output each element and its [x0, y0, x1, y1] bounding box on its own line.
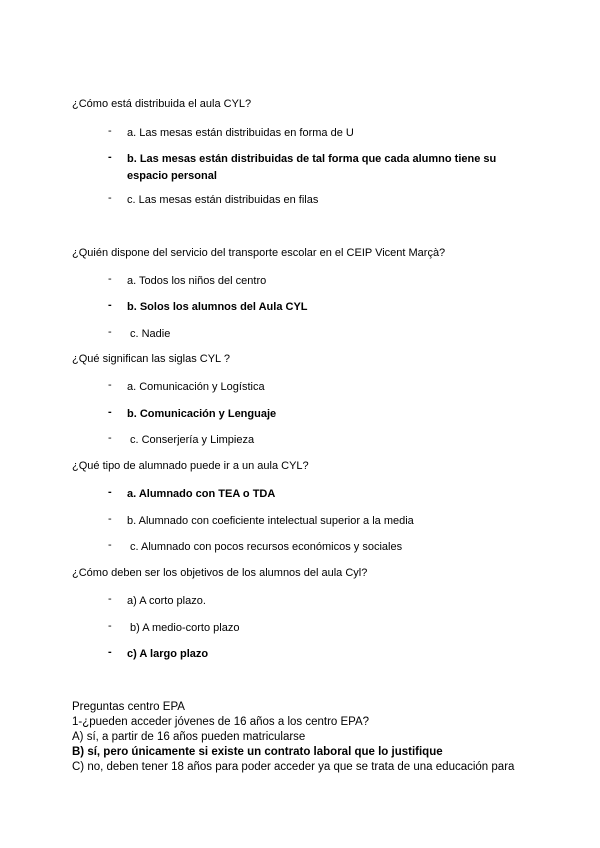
list-dash: - — [108, 646, 112, 658]
epa-answer-b: B) sí, pero únicamente si existe un contrato laboral que lo justifique — [72, 746, 443, 758]
option-text: c. Las mesas están distribuidas en filas — [127, 194, 319, 206]
list-dash: - — [108, 486, 112, 498]
option-text: b. Solos los alumnos del Aula CYL — [127, 301, 308, 313]
list-dash: - — [108, 125, 112, 137]
option-text: b. Comunicación y Lenguaje — [127, 408, 277, 420]
list-dash: - — [108, 513, 112, 525]
list-dash: - — [108, 151, 112, 163]
list-dash: - — [108, 432, 112, 444]
list-dash: - — [108, 273, 112, 285]
option-text: a. Las mesas están distribuidas en forma de U — [127, 127, 354, 139]
list-dash: - — [108, 406, 112, 418]
list-dash: - — [108, 539, 112, 551]
list-dash: - — [108, 326, 112, 338]
question-1: ¿Cómo está distribuida el aula CYL? — [72, 98, 252, 110]
question-2: ¿Quién dispone del servicio del transporte escolar en el CEIP Vicent Marçà? — [72, 247, 446, 259]
epa-question: 1-¿pueden acceder jóvenes de 16 años a los centro EPA? — [72, 716, 370, 728]
option-text: a) A corto plazo. — [127, 595, 206, 607]
option-text: b. Alumnado con coeficiente intelectual superior a la media — [127, 515, 414, 527]
option-text: c. Alumnado con pocos recursos económicos y sociales — [130, 541, 403, 553]
option-text: a. Alumnado con TEA o TDA — [127, 488, 276, 500]
question-5: ¿Cómo deben ser los objetivos de los alumnos del aula Cyl? — [72, 567, 368, 579]
option-text: a. Comunicación y Logística — [127, 381, 265, 393]
option-text: a. Todos los niños del centro — [127, 275, 267, 287]
question-4: ¿Qué tipo de alumnado puede ir a un aula CYL? — [72, 460, 309, 472]
list-dash: - — [108, 299, 112, 311]
question-3: ¿Qué significan las siglas CYL ? — [72, 353, 230, 365]
list-dash: - — [108, 192, 112, 204]
option-text: c) A largo plazo — [127, 648, 209, 660]
epa-answer-c: C) no, deben tener 18 años para poder acceder ya que se trata de una educación para — [72, 761, 515, 773]
epa-answer-a: A) sí, a partir de 16 años pueden matricularse — [72, 731, 306, 743]
list-dash: - — [108, 593, 112, 605]
option-text: c. Nadie — [130, 328, 171, 340]
list-dash: - — [108, 620, 112, 632]
epa-heading: Preguntas centro EPA — [72, 701, 185, 713]
option-text: b) A medio-corto plazo — [130, 622, 240, 634]
option-text: b. Las mesas están distribuidas de tal forma que cada alumno tiene su espacio personal — [127, 153, 497, 182]
list-dash: - — [108, 379, 112, 391]
option-text: c. Conserjería y Limpieza — [130, 434, 255, 446]
